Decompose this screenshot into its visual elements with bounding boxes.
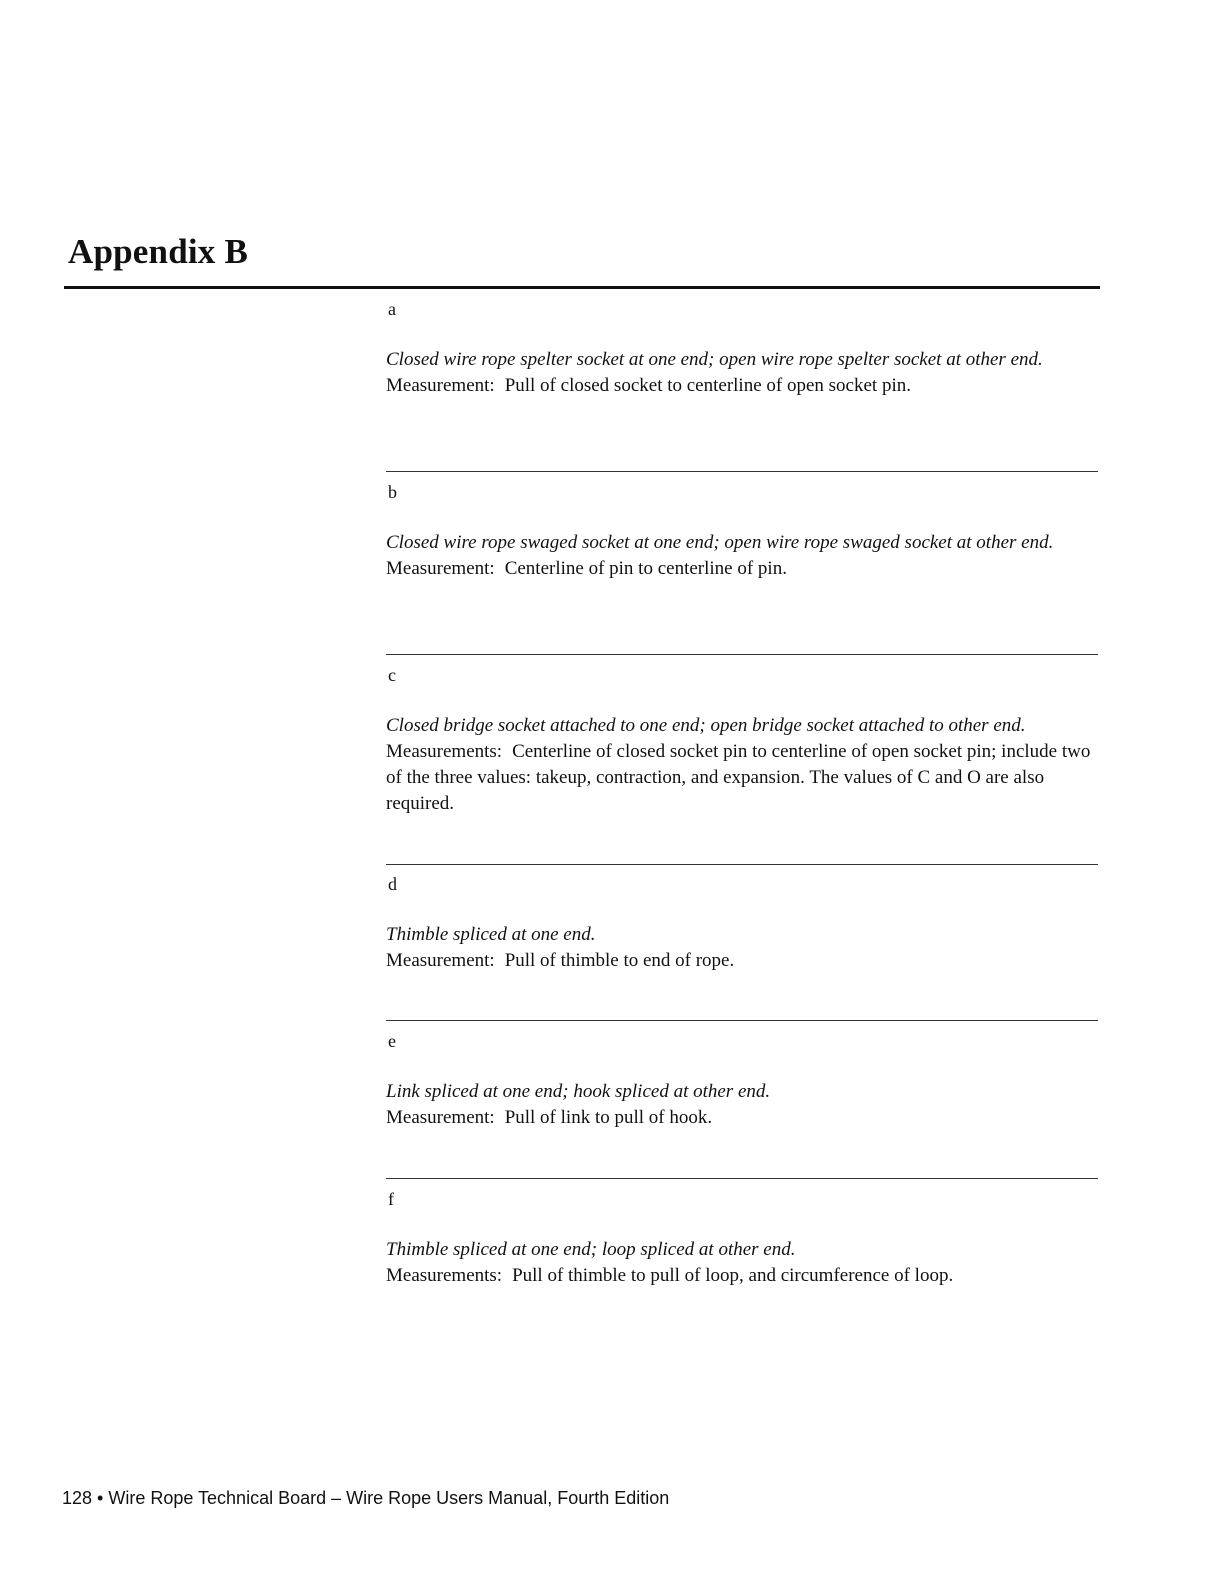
entry-measurement: [386, 948, 1098, 974]
entry-letter: c: [388, 665, 396, 685]
entry-measurement: [386, 556, 1098, 582]
entry-caption: Closed wire rope spelter socket at one end; open wire rope spelter socket at other end.: [386, 349, 1043, 370]
entry-c: [386, 664, 1098, 817]
entry-measurement: [386, 1105, 1098, 1131]
entry-caption: Thimble spliced at one end; loop spliced at other end.: [386, 1239, 796, 1260]
measurement-label: Measurement:: [386, 558, 495, 579]
measurement-text: Centerline of pin to centerline of pin.: [504, 558, 787, 579]
entry-divider: [386, 1020, 1098, 1021]
measurement-text: Pull of link to pull of hook.: [504, 1107, 713, 1128]
page-footer: 128 • Wire Rope Technical Board – Wire Rope Users Manual, Fourth Edition: [62, 1488, 670, 1508]
measurement-label: Measurements:: [386, 741, 503, 762]
title-rule: [64, 286, 1100, 289]
measurement-label: Measurements:: [386, 1265, 503, 1286]
entry-a: [386, 298, 1098, 399]
entry-letter: a: [388, 299, 396, 319]
entry-divider: [386, 864, 1098, 865]
measurement-text: Pull of closed socket to centerline of open socket pin.: [504, 375, 911, 396]
entry-divider: [386, 471, 1098, 472]
entry-d: [386, 873, 1098, 974]
entry-letter: d: [388, 874, 397, 894]
measurement-label: Measurement:: [386, 950, 495, 971]
measurement-text: Pull of thimble to end of rope.: [504, 950, 735, 971]
entry-measurement: [386, 739, 1098, 817]
entry-b: [386, 481, 1098, 582]
entry-caption: Link spliced at one end; hook spliced at other end.: [386, 1081, 771, 1102]
entry-f: [386, 1188, 1098, 1289]
entry-divider: [386, 1178, 1098, 1179]
measurement-label: Measurement:: [386, 375, 495, 396]
entry-e: [386, 1030, 1098, 1131]
measurement-text: Pull of thimble to pull of loop, and circumference of loop.: [512, 1265, 954, 1286]
measurement-label: Measurement:: [386, 1107, 495, 1128]
measurement-text: Centerline of closed socket pin to centerline of open socket pin; include two of the three values: takeup, contraction, and expansion. The values of C and O are also required.: [386, 741, 1091, 814]
entry-divider: [386, 654, 1098, 655]
entry-caption: Closed bridge socket attached to one end; open bridge socket attached to other end.: [386, 715, 1026, 736]
entry-caption: Thimble spliced at one end.: [386, 924, 596, 945]
entry-measurement: [386, 1263, 1098, 1289]
entry-measurement: [386, 373, 1098, 399]
entry-letter: e: [388, 1031, 396, 1051]
entry-letter: f: [388, 1189, 394, 1209]
entry-letter: b: [388, 482, 397, 502]
page-title: Appendix B: [68, 232, 248, 271]
entry-caption: Closed wire rope swaged socket at one end; open wire rope swaged socket at other end.: [386, 532, 1054, 553]
